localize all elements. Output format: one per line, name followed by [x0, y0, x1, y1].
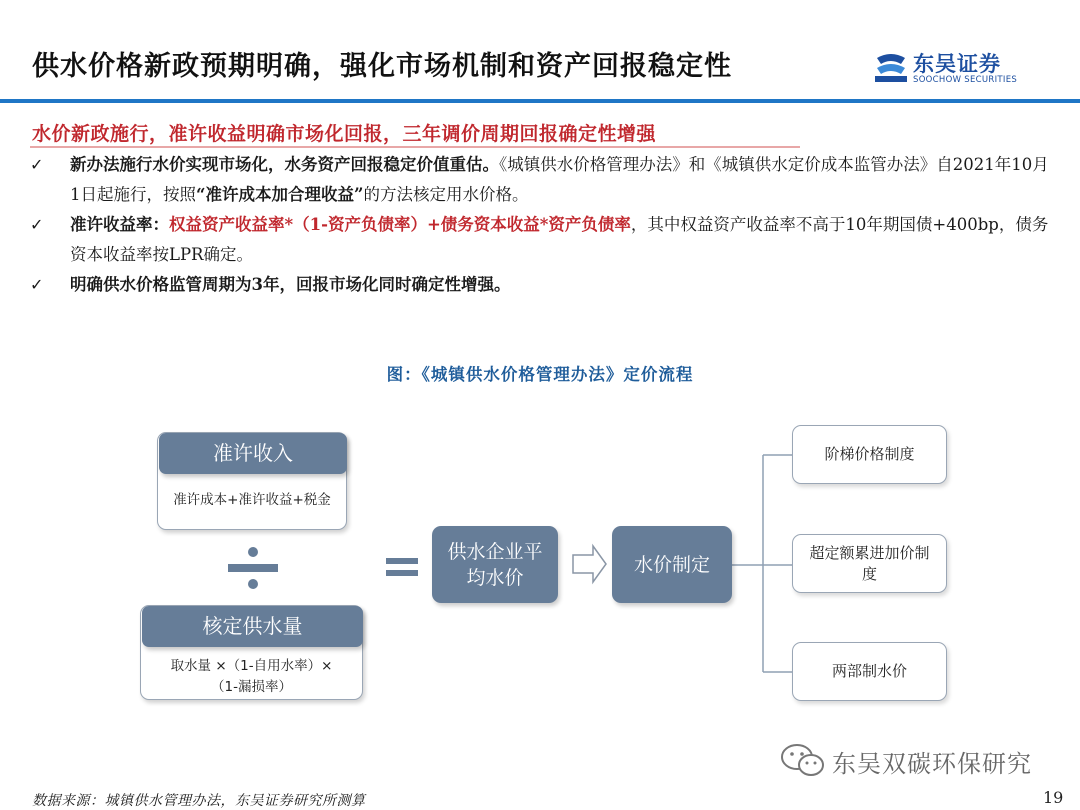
check-icon: ✓: [30, 215, 44, 234]
wechat-icon: [780, 742, 826, 778]
branch-lines: [732, 455, 792, 672]
page-number: 19: [1043, 788, 1064, 807]
watermark-text: 东吴双碳环保研究: [832, 750, 1032, 778]
average-water-price-box: 供水企业平均水价: [432, 526, 558, 603]
output-progressive-pricing: 超定额累进加价制度: [792, 534, 947, 593]
bullet-1-text-end: 的方法核定用水价格。: [363, 185, 529, 204]
permitted-income-heading: 准许收入: [159, 433, 347, 474]
output-tiered-pricing: 阶梯价格制度: [792, 425, 947, 484]
approved-volume-formula: 取水量 ×（1-自用水率）×（1-漏损率）: [170, 658, 333, 695]
figure-caption: 图：《城镇供水价格管理办法》定价流程: [386, 365, 694, 384]
page-title: 供水价格新政预期明确，强化市场机制和资产回报稳定性: [32, 51, 732, 82]
approved-volume-heading: 核定供水量: [142, 606, 363, 647]
bullet-3-lead: 明确供水价格监管周期为3年，回报市场化同时确定性增强。: [70, 275, 511, 294]
bullet-2-lead: 准许收益率：: [70, 215, 169, 234]
arrow-right-icon: [573, 546, 606, 582]
data-source-note: 数据来源：城镇供水管理办法，东吴证券研究所测算: [32, 793, 366, 809]
bullet-1-quoted: “准许成本加合理收益”: [196, 185, 364, 204]
water-pricing-box: 水价制定: [612, 526, 732, 603]
check-icon: ✓: [30, 155, 44, 174]
bullet-1-text: 《城镇供水价格管理办法》和《城镇供水定价成本监管办法》自2021年10月1日起施行，按照: [70, 155, 1049, 204]
section-subtitle: 水价新政施行，准许收益明确市场化回报，三年调价周期回报确定性增强: [32, 123, 657, 145]
logo-chinese-name: 东吴证券: [913, 52, 1001, 76]
check-icon: ✓: [30, 275, 44, 294]
logo-english-name: SOOCHOW SECURITIES: [913, 75, 1018, 85]
bullet-2-text: ，其中权益资产收益率不高于10年期国债+400bp，债务资本收益率按LPR确定。: [70, 215, 1049, 264]
bullet-1-lead: 新办法施行水价实现市场化，水务资产回报稳定价值重估。: [70, 155, 499, 174]
equals-sign-icon: [386, 558, 418, 576]
output-two-part-pricing: 两部制水价: [792, 642, 947, 701]
divide-sign-icon: [228, 547, 278, 589]
permitted-income-formula: 准许成本+准许收益+税金: [173, 492, 331, 508]
bullet-2-formula: 权益资产收益率*（1-资产负债率）+债务资本收益*资产负债率: [169, 215, 631, 234]
